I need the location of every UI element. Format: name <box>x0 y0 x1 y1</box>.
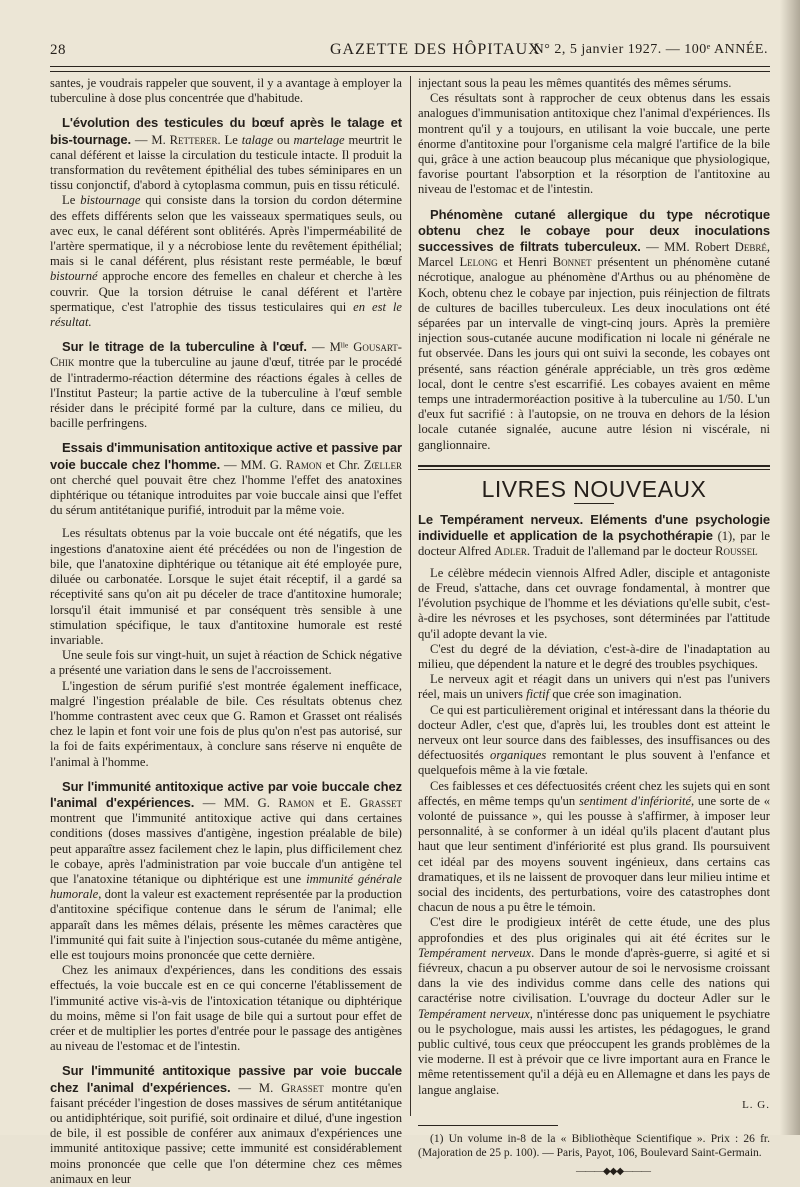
left-column <box>50 76 403 1186</box>
section-immunite-passive <box>50 1063 402 1187</box>
continued-paragraph: injectant sous la peau les mêmes quantités des mêmes sérums. <box>418 76 732 90</box>
section-heading: Sur le titrage de la tuberculine à l'œuf. <box>62 339 307 355</box>
section-paragraph: L'évolution des testicules du bœuf après le talage et bis-tournage. — M. Retterer. Le talage ou martelage meurtrit le canal déférent et laisse la circulation du testicule intacte. Il produit la transformation du revêtement épithélial des tubes séminipares en un tissu conjonctif, d'abord à cytoplasma commun, puis en tissu réticulé. <box>50 115 403 193</box>
author-name: Grasset <box>359 795 402 810</box>
issue-info: N° 2, 5 janvier 1927. — 100ᵉ ANNÉE. <box>533 42 768 57</box>
section-heading: Essais d'immunisation antitoxique active et passive par voie buccale chez l'homme. <box>50 440 402 472</box>
page-edge-shadow <box>780 0 800 1135</box>
section-heading: Phénomène cutané allergique du type nécrotique obtenu chez le cobaye pour deux inoculations successives de filtrats tuberculeux. <box>418 206 770 255</box>
section-essais-immunisation <box>50 440 402 769</box>
section-heading: Sur l'immunité antitoxique passive par voie buccale chez l'animal d'expériences. <box>50 1063 402 1095</box>
section-paragraph: L'ingestion de sérum purifié s'est montrée également inefficace, malgré l'ingestion préalable de bile. Ces résultats obtenus chez l'homme contrastent avec ceux que G. Ramon et Grasset ont réalisés chez le lapin et font voir une fois de plus qu'on n'est pas autorisé, sur la foi de faits expérimentaux, à conclure sans réserve ni enquête de l'animal à l'homme. <box>50 678 402 769</box>
section-heading: Sur l'immunité antitoxique active par voie buccale chez l'animal d'expériences. <box>50 778 402 810</box>
review-signature: L. G. <box>742 1098 770 1111</box>
header-rule <box>50 66 770 72</box>
author-name: Lelong <box>459 255 498 270</box>
section-paragraph: Ces résultats sont à rapprocher de ceux obtenus dans les essais analogues d'immunisation antitoxique chez l'animal d'expériences. Ils montrent qu'il y a toujours, en utilisant la voie buccale, une perte énorme d'antitoxine pour l'organisme cela malgré l'artifice de la bile qui, grâce à une action beaucoup plus mécanique que physiologique, favorise pourtant l'absorption et la résorption de l'antitoxine au niveau de l'estomac et de l'intestin. <box>418 91 770 197</box>
section-heading: L'évolution des testicules du bœuf après le talage et bis-tournage. <box>50 115 402 147</box>
author-name: Ramon <box>285 457 322 472</box>
right-column <box>418 76 771 1177</box>
section-paragraph: Essais d'immunisation antitoxique active et passive par voie buccale chez l'homme. — MM. G. Ramon et Chr. Zœller ont cherché quel pouvait être chez l'homme l'effet des anatoxines diphtérique ou tétanique introduites par voie buccale ainsi que l'effet du sérum antitétanique purifié, introduit par la même voie. <box>50 440 402 518</box>
book-heading: Le Tempérament nerveux. Eléments d'une psychologie individuelle et application de la psychothérapie (1), par le docteur Alfred Adler. Traduit de l'allemand par le docteur Roussel <box>418 512 771 559</box>
short-rule <box>574 503 614 504</box>
column-divider <box>410 76 411 1116</box>
section-tuberculine <box>50 339 402 431</box>
author-name: Ramon <box>278 795 315 810</box>
review-paragraph: Ces faiblesses et ces défectuosités créent chez les sujets qui en sont affectés, en même temps qu'un sentiment d'infériorité, une sorte de « volonté de puissance », qui les pousse à s'affirmer, à imposer leur personnalité, à se conformer à un idéal qu'ils placent d'autant plus haut que leur sentiment d'infériorité est plus grand. Ils poursuivent cet idéal par des moyens souvent ingénieux, dans certains cas dramatiques, et ils ne laissent de provoquer dans leur milieu intime et social des incidents, des perturbations, voire des catastrophes dont chacun de nous a pu être le témoin. <box>418 778 770 915</box>
footnote: (1) Un volume in-8 de la « Bibliothèque Scientifique ». Prix : 26 fr. (Majoration de 25 p. 100). — Paris, Payot, 106, Boulevard Saint-Germain. <box>418 1133 770 1159</box>
continued-paragraph: santes, je voudrais rappeler que souvent, il y a avantage à employer la tuberculine à dose plus concentrée que d'habitude. <box>50 76 402 106</box>
review-paragraph: Le nerveux agit et réagit dans un univers qui n'est pas l'univers réel, mais un univers fictif que crée son imagination. <box>418 672 770 702</box>
section-paragraph: Chez les animaux d'expériences, dans les conditions des essais effectués, la voie buccale est en ce qui concerne l'établissement de l'immunité active vis-à-vis de l'intoxication tétanique ou diphtérique du moins, même si l'on fait usage de bile qui a surtout pour effet de créer et de multiplier les portes d'entrée pour le passage des antigènes au niveau de l'estomac et de l'intestin. <box>50 963 402 1054</box>
section-paragraph: Sur l'immunité antitoxique active par voie buccale chez l'animal d'expériences. — MM. G. Ramon et E. Grasset montrent que l'immunité antitoxique active qui dans certaines conditions (doses massives d'antigène, ingestion préalable de bile) peut apparaître assez facilement chez le lapin, plus difficilement chez le cobaye, après l'administration par voie buccale d'un antigène tel que l'anatoxine tétanique ou diphtérique est une immunité générale humorale, dont la valeur est exactement représentée par la production d'antitoxine spécifique contenue dans le sérum de l'animal; elle apparaît dans les mêmes délais, présente les mêmes caractères que l'immunité qui fait suite à l'injection sous-cutanée du même antigène, elle est toujours moins prononcée que cette dernière. <box>50 778 402 962</box>
section-testicules <box>50 115 402 330</box>
books-heading: LIVRES NOUVEAUX <box>481 475 707 502</box>
page-number: 28 <box>50 42 66 58</box>
author-name: Debré <box>734 240 767 255</box>
author-name: Grasset <box>281 1080 324 1095</box>
section-paragraph: Le bistournage qui consiste dans la torsion du cordon détermine des effets différents selon que les vaisseaux spermatiques seuls, ou avec eux, le canal déférent sont oblitérés. Après l'imperméabilité de l'artère spermatique, il y a nécrobiose lente du revêtement épithélial; mais si le canal déférent, plus résistant reste perméable, le bœuf bistourné approche encore des femelles en chaleur et cherche à les couvrir. Que la torsion détruise le canal déférent et l'artère spermatique, c'est l'atrophie des tissus testiculaires qui en est le résultat. <box>50 193 402 330</box>
section-immunite-active <box>50 779 402 1055</box>
review-paragraph: Ce qui est particulièrement original et intéressant dans la théorie du docteur Adler, c'est que, d'après lui, les troubles dont est atteint le nerveux ont leur source dans des faiblesses, des insuffisances ou des défectuosités organiques remontant le plus souvent à l'enfance et quelquefois même à la vie fœtale. <box>418 702 771 778</box>
section-paragraph: Sur le titrage de la tuberculine à l'œuf. — Mˡˡᵉ Gousart-Chik montre que la tuberculine au jaune d'œuf, titrée par le procédé de l'intradermo-réaction détermine des réactions égales à celles de l'Institut Pasteur; la partie active de la tuberculine à l'œuf semble résider dans le précipité formé par la culture, dans ce milieu, du bacille perfringens. <box>50 339 402 431</box>
review-paragraph: C'est du degré de la déviation, c'est-à-dire de l'inadaptation au milieu, que dépendent la nature et le degré des troubles psychiques. <box>418 641 770 671</box>
author-name: Adler <box>494 544 527 559</box>
journal-title: GAZETTE DES HÔPITAUX <box>330 41 541 58</box>
author-name: Bonnet <box>552 255 592 270</box>
review-paragraph: Le célèbre médecin viennois Alfred Adler, disciple et antagoniste de Freud, s'attache, dans cet ouvrage fondamental, à montrer que l'évolution psychique de l'homme et les déviations qu'elle subit, c'est-à-dire les névroses et les psychoses, sont déterminées par l'attitude qu'il adopte devant la vie. <box>418 565 770 641</box>
author-name: Zœller <box>363 457 402 472</box>
page-header <box>50 38 768 64</box>
book-review <box>418 512 770 1179</box>
author-name: Retterer <box>169 132 218 147</box>
books-rule <box>418 465 770 470</box>
section-paragraph: Sur l'immunité antitoxique passive par voie buccale chez l'animal d'expériences. — M. Grasset montre qu'en faisant précéder l'ingestion de doses massives de sérum antitétanique ou antidiphtérique, soit purifié, soit ordinaire et dilué, d'une ingestion de bile, il est possible de conférer aux animaux d'expériences une immunité antitoxique passive; cette immunité est considérablement moins prononcée que celle que l'on détermine chez ces mêmes animaux en leur <box>50 1063 402 1186</box>
review-paragraph: C'est dire le prodigieux intérêt de cette étude, une des plus approfondies et des plus originales qui ait été écrites sur le Tempérament nerveux. Dans le monde d'après-guerre, si agité et si fiévreux, chacun a pu observer autour de soi le nervosisme croissant dans la vie des individus comme dans celle des nations qui caractérise notre civilisation. L'ouvrage du docteur Adler sur le Tempérament nerveux, n'intéresse donc pas uniquement le psychiatre ou le psychologue, mais aussi les artistes, les pédagogues, le grand public cultivé, tous ceux que préoccupent les grands problèmes de la vie moderne. Il est à prévoir que ce livre important aura en France le même retentissement qu'il a déjà eu en Allemagne et dans les pays de langue anglaise. <box>418 915 770 1097</box>
section-paragraph: Les résultats obtenus par la voie buccale ont été négatifs, que les ingestions d'anatoxine aient été précédées ou non de l'ingestion de bile, que l'anatoxine diphtérique ou tétanique ait été employée pure, diluée ou carbonatée. Lorsque le sujet était réceptif, il a gardé sa réceptivité sans qu'on ait pu déceler de trace d'antitoxine humorale; lorsqu'il était immunisé et par conséquent très sensible à une stimulation spécifique, le taux d'antitoxine humorale est resté invariable. <box>50 526 402 647</box>
footnote-rule <box>418 1125 558 1126</box>
ornament-icon: ———◆◆◆——— <box>575 1166 651 1177</box>
book-title: Le Tempérament nerveux. Eléments d'une psychologie individuelle et application de la psychothérapie <box>418 512 770 544</box>
section-paragraph: Une seule fois sur vingt-huit, un sujet à réaction de Schick négative a présenté une variation dans le sens de l'accroissement. <box>50 648 402 678</box>
author-name: Gousart-Chik <box>50 340 402 370</box>
translator-name: Roussel <box>715 544 758 559</box>
section-phenomene-cutane <box>418 207 770 453</box>
section-paragraph: Phénomène cutané allergique du type nécrotique obtenu chez le cobaye pour deux inoculations successives de filtrats tuberculeux. — MM. Robert Debré, Marcel Lelong et Henri Bonnet présentent un phénomène cutané nécrotique, analogue au phénomène d'Arthus ou au phénomène de Koch, obtenu chez le cobaye par injection, puis réinjection de filtrats de cultures de bacilles tuberculeux. Les deux inoculations ont été séparées par un intervalle de vingt-cinq jours. Après la première injection sous-cutanée aucune modification ni locale ni générale ne fut observée. Dans les jours qui ont suivi la seconde, les cobayes ont présenté, sans réaction générale appréciable, un très gros œdème local, dont le centre s'est escarrifié. Les cobayes avaient en même temps une intradermoréaction positive à la tuberculine au 1/50. L'un d'eux fut sacrifié : à l'autopsie, on ne trouva en dehors de la lésion locale cutanée signalée, aucune autre lésion ni viscérale, ni ganglionnaire. <box>418 206 770 452</box>
